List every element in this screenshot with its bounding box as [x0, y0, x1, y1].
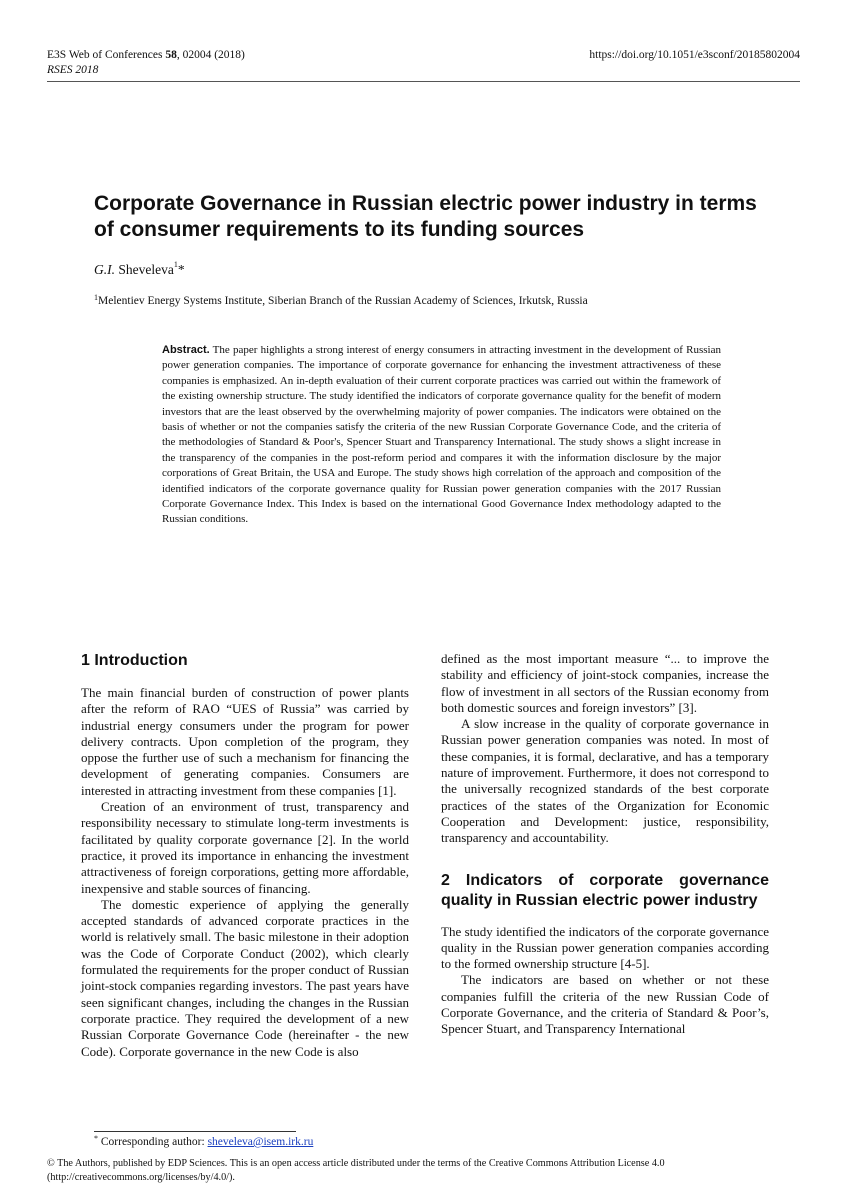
author-line [94, 262, 185, 278]
paragraph: The indicators are based on whether or not these companies fulfill the criteria of the new Russian Code of Corporate Governance, and the criteria of Standard & Poor’s, Spencer Stuart, and Transparency International [441, 972, 769, 1037]
paragraph: Creation of an environment of trust, transparency and responsibility necessary to stimulate long-term investments is facilitated by quality corporate governance [2]. In the world practice, it proved its importance in enhancing the investment attractiveness of foreign corporations, getting more affordable, inexpensive and stable sources of financing. [81, 799, 409, 896]
paper-title: Corporate Governance in Russian electric power industry in terms of consumer requirements to its funding sources [94, 192, 757, 241]
corresponding-email-link[interactable]: sheveleva@isem.irk.ru [207, 1136, 314, 1148]
abstract [162, 343, 721, 528]
journal-article-number: , 02004 (2018) [176, 49, 245, 61]
paragraph: defined as the most important measure “... to improve the stability and efficiency of joint-stock companies, increase the flow of investment in all sectors of the Russian economy from both domestic sources and foreign investors” [3]. [441, 651, 769, 715]
corresponding-mark: * [177, 262, 185, 277]
footnote-mark: * [94, 1134, 98, 1143]
section-2-heading: 2 Indicators of corporate governance quality in Russian electric power industry [441, 871, 769, 909]
journal-citation [47, 48, 245, 63]
paragraph: The main financial burden of construction of power plants after the reform of RAO “UES of Russia” was carried by industrial energy consumers under the program for power delivery contracts. Upon completion of the program, they oppose the further use of such a mechanism for financing the development of generating companies. Consumers are interested in attracting investment from these companies [1]. [81, 685, 409, 798]
footnote-label: Corresponding author: [100, 1136, 208, 1148]
author-initials: G.I. [94, 262, 115, 277]
abstract-text: The paper highlights a strong interest of energy consumers in attracting investment in the development of Russian power generation companies. The importance of corporate governance for enhancing the investment attractiveness of these companies is emphasized. An in-depth evaluation of their current corporate practices was carried out within the framework of the existing ownership structure. The study identified the indicators of corporate governance quality for the benefit of modern investors that are the least observed by the overwhelming majority of power companies. The indicators were obtained on the basis of whether or not the companies satisfy the criteria of the new Russian Corporate Governance Code, and the criteria of the methodologies of Standard & Poor's, Spencer Stuart and Transparency International. The study shows a slight increase in the transparency of the companies in the post-reform period and compares it with the information disclosure by the major corporations of Great Britain, the USA and Europe. The study shows high correlation of the approach and composition of the identified indicators of the corporate governance quality for Russian power generation companies with the 2017 Russian Corporate Governance Index. This Index is based on the international Good Governance Index methodology adapted to the Russian conditions. [162, 344, 721, 526]
doi-link[interactable]: https://doi.org/10.1051/e3sconf/20185802004 [589, 49, 800, 61]
left-column [81, 651, 409, 1060]
header-divider [47, 81, 800, 82]
paragraph: The domestic experience of applying the generally accepted standards of advanced corporate practices in the world is relatively small. The basic milestone in their adoption was the Code of Corporate Conduct (2002), which clearly formulated the requirements for the proper conduct of Russian joint-stock companies regarding investors. The past years have seen significant changes, including the changes in the Russian corporate practice. They required the development of a new Russian Corporate Governance Code (hereinafter - the new Code). Corporate governance in the new Code is also [81, 896, 409, 1059]
right-column [441, 651, 769, 1038]
affiliation-mark: 1 [94, 293, 98, 302]
affiliation [94, 295, 794, 307]
author-affiliation-mark: 1 [173, 260, 178, 269]
footnote-divider [94, 1131, 296, 1132]
section-1-heading: 1 Introduction [81, 652, 188, 669]
paragraph: A slow increase in the quality of corporate governance in Russian power generation companies was noted. In most of these companies, it is formal, declarative, and has a temporary nature of improvement. Furthermore, it does not correspond to the universally recognized standards of the best corporate practices of the states of the Organization for Economic Cooperation and Development: justice, responsibility, transparency and accountability. [441, 716, 769, 846]
license-notice: © The Authors, published by EDP Sciences. This is an open access article distributed under the terms of the Creative Commons Attribution License 4.0 (http://creativecommons.org/licenses/by/4.0/). [47, 1158, 665, 1183]
journal-volume: 58 [165, 49, 177, 61]
author-surname: Sheveleva [115, 262, 174, 277]
affiliation-text: Melentiev Energy Systems Institute, Siberian Branch of the Russian Academy of Sciences, Irkutsk, Russia [98, 295, 588, 307]
footnote [94, 1136, 313, 1148]
paragraph: The study identified the indicators of the corporate governance quality in the Russian power generation companies according to the formed ownership structure [4-5]. [441, 923, 769, 972]
conference-name: RSES 2018 [47, 64, 99, 76]
abstract-label: Abstract. [162, 344, 210, 356]
journal-name: E3S Web of Conferences [47, 49, 166, 61]
